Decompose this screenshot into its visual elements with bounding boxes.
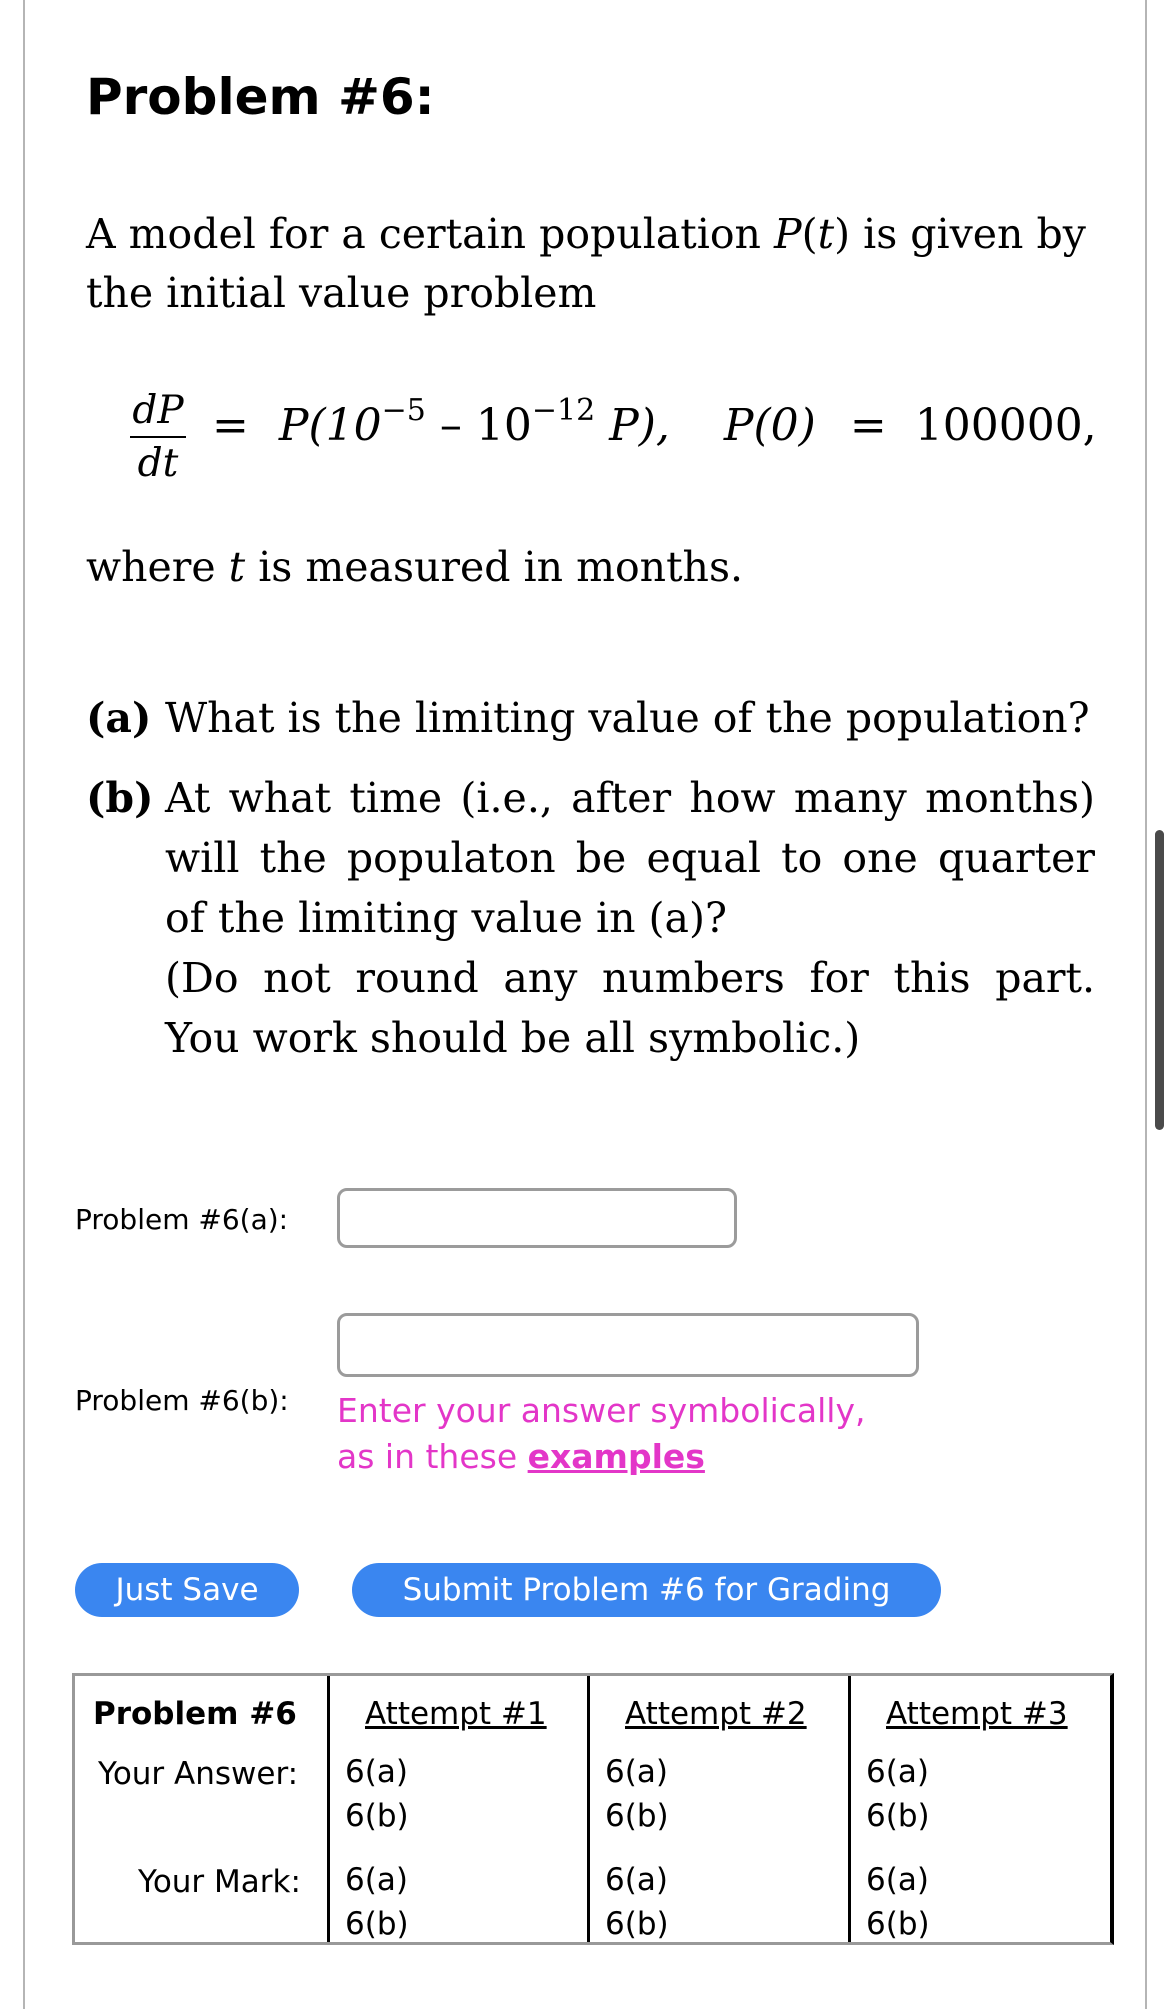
initial-condition: P(0) (723, 400, 816, 451)
your-mark-label: Your Mark: (138, 1864, 301, 1900)
attempt-2-answers (605, 1750, 669, 1838)
equation-equals: = (212, 400, 249, 451)
attempt-1-marks (345, 1858, 409, 1946)
answer-b-hint (337, 1388, 897, 1480)
problem-intro (86, 205, 1086, 323)
equation-exp1: −5 (381, 393, 426, 428)
attempts-table (72, 1673, 1114, 1945)
intro-paren: ( (801, 210, 818, 258)
part-b (0, 768, 1170, 1068)
where-text (86, 543, 743, 591)
intro-t: t (817, 210, 835, 258)
where-rest: is measured in months. (245, 543, 744, 591)
part-a-text: What is the limiting value of the population? (165, 694, 1090, 742)
ic-equals: = (849, 400, 887, 451)
your-answer-label: Your Answer: (98, 1756, 299, 1792)
equation-rhs-prefix: P(10 (278, 400, 382, 451)
attempt-2-mark-b: 6(b) (605, 1906, 669, 1942)
part-b-label: (b) (86, 774, 154, 822)
fraction-numerator: dP (132, 388, 184, 433)
answer-b-input[interactable] (337, 1313, 919, 1377)
intro-P: P (773, 210, 802, 258)
attempt-2-link[interactable]: Attempt #2 (625, 1696, 807, 1732)
answer-a-label: Problem #6(a): (75, 1203, 289, 1236)
attempt-2-answer-b: 6(b) (605, 1798, 669, 1834)
table-divider-3 (848, 1676, 851, 1942)
fraction-bar (130, 436, 186, 438)
table-divider-1 (327, 1676, 330, 1942)
intro-text-2: ) is given by the initial value problem (86, 210, 1086, 317)
part-a-label: (a) (86, 694, 152, 742)
where-prefix: where (86, 543, 229, 591)
equation-rhs (212, 393, 1097, 451)
hint-text: Enter your answer symbolically, as in these (337, 1391, 866, 1476)
part-a (0, 688, 1170, 758)
attempt-3-marks (866, 1858, 930, 1946)
part-b-body (165, 768, 1095, 1068)
attempt-1-link[interactable]: Attempt #1 (365, 1696, 547, 1732)
submit-grading-button[interactable]: Submit Problem #6 for Grading (352, 1563, 941, 1617)
attempt-1-answer-a: 6(a) (345, 1754, 408, 1790)
equation-minus: – 10 (425, 400, 532, 451)
attempt-3-mark-a: 6(a) (866, 1862, 929, 1898)
answer-a-input[interactable] (337, 1188, 737, 1248)
equation-exp2: −12 (531, 393, 596, 428)
equation-rhs-suffix: P), (595, 400, 670, 451)
attempt-3-link[interactable]: Attempt #3 (886, 1696, 1068, 1732)
attempt-1-mark-b: 6(b) (345, 1906, 409, 1942)
problem-title: Problem #6: (86, 68, 435, 126)
attempt-1-answers (345, 1750, 409, 1838)
attempt-3-answer-a: 6(a) (866, 1754, 929, 1790)
answer-b-label: Problem #6(b): (75, 1384, 289, 1417)
part-b-text: At what time (i.e., after how many months) will the populaton be equal to one quarter of the limiting value in (a)? (165, 774, 1095, 942)
derivative-fraction (130, 388, 186, 487)
just-save-button[interactable]: Just Save (75, 1563, 299, 1617)
attempt-2-mark-a: 6(a) (605, 1862, 668, 1898)
attempt-3-mark-b: 6(b) (866, 1906, 930, 1942)
fraction-denominator: dt (137, 441, 179, 486)
attempt-2-marks (605, 1858, 669, 1946)
attempt-1-answer-b: 6(b) (345, 1798, 409, 1834)
intro-text-1: A model for a certain population (86, 210, 774, 258)
ic-value: 100000, (914, 400, 1097, 451)
where-t: t (228, 543, 246, 591)
attempt-3-answers (866, 1750, 930, 1838)
attempt-1-mark-a: 6(a) (345, 1862, 408, 1898)
table-divider-2 (587, 1676, 590, 1942)
part-b-note: (Do not round any numbers for this part. You work should be all symbolic.) (165, 954, 1095, 1062)
table-header-problem: Problem #6 (93, 1696, 297, 1732)
attempt-3-answer-b: 6(b) (866, 1798, 930, 1834)
attempt-2-answer-a: 6(a) (605, 1754, 668, 1790)
examples-link[interactable]: examples (527, 1437, 705, 1476)
